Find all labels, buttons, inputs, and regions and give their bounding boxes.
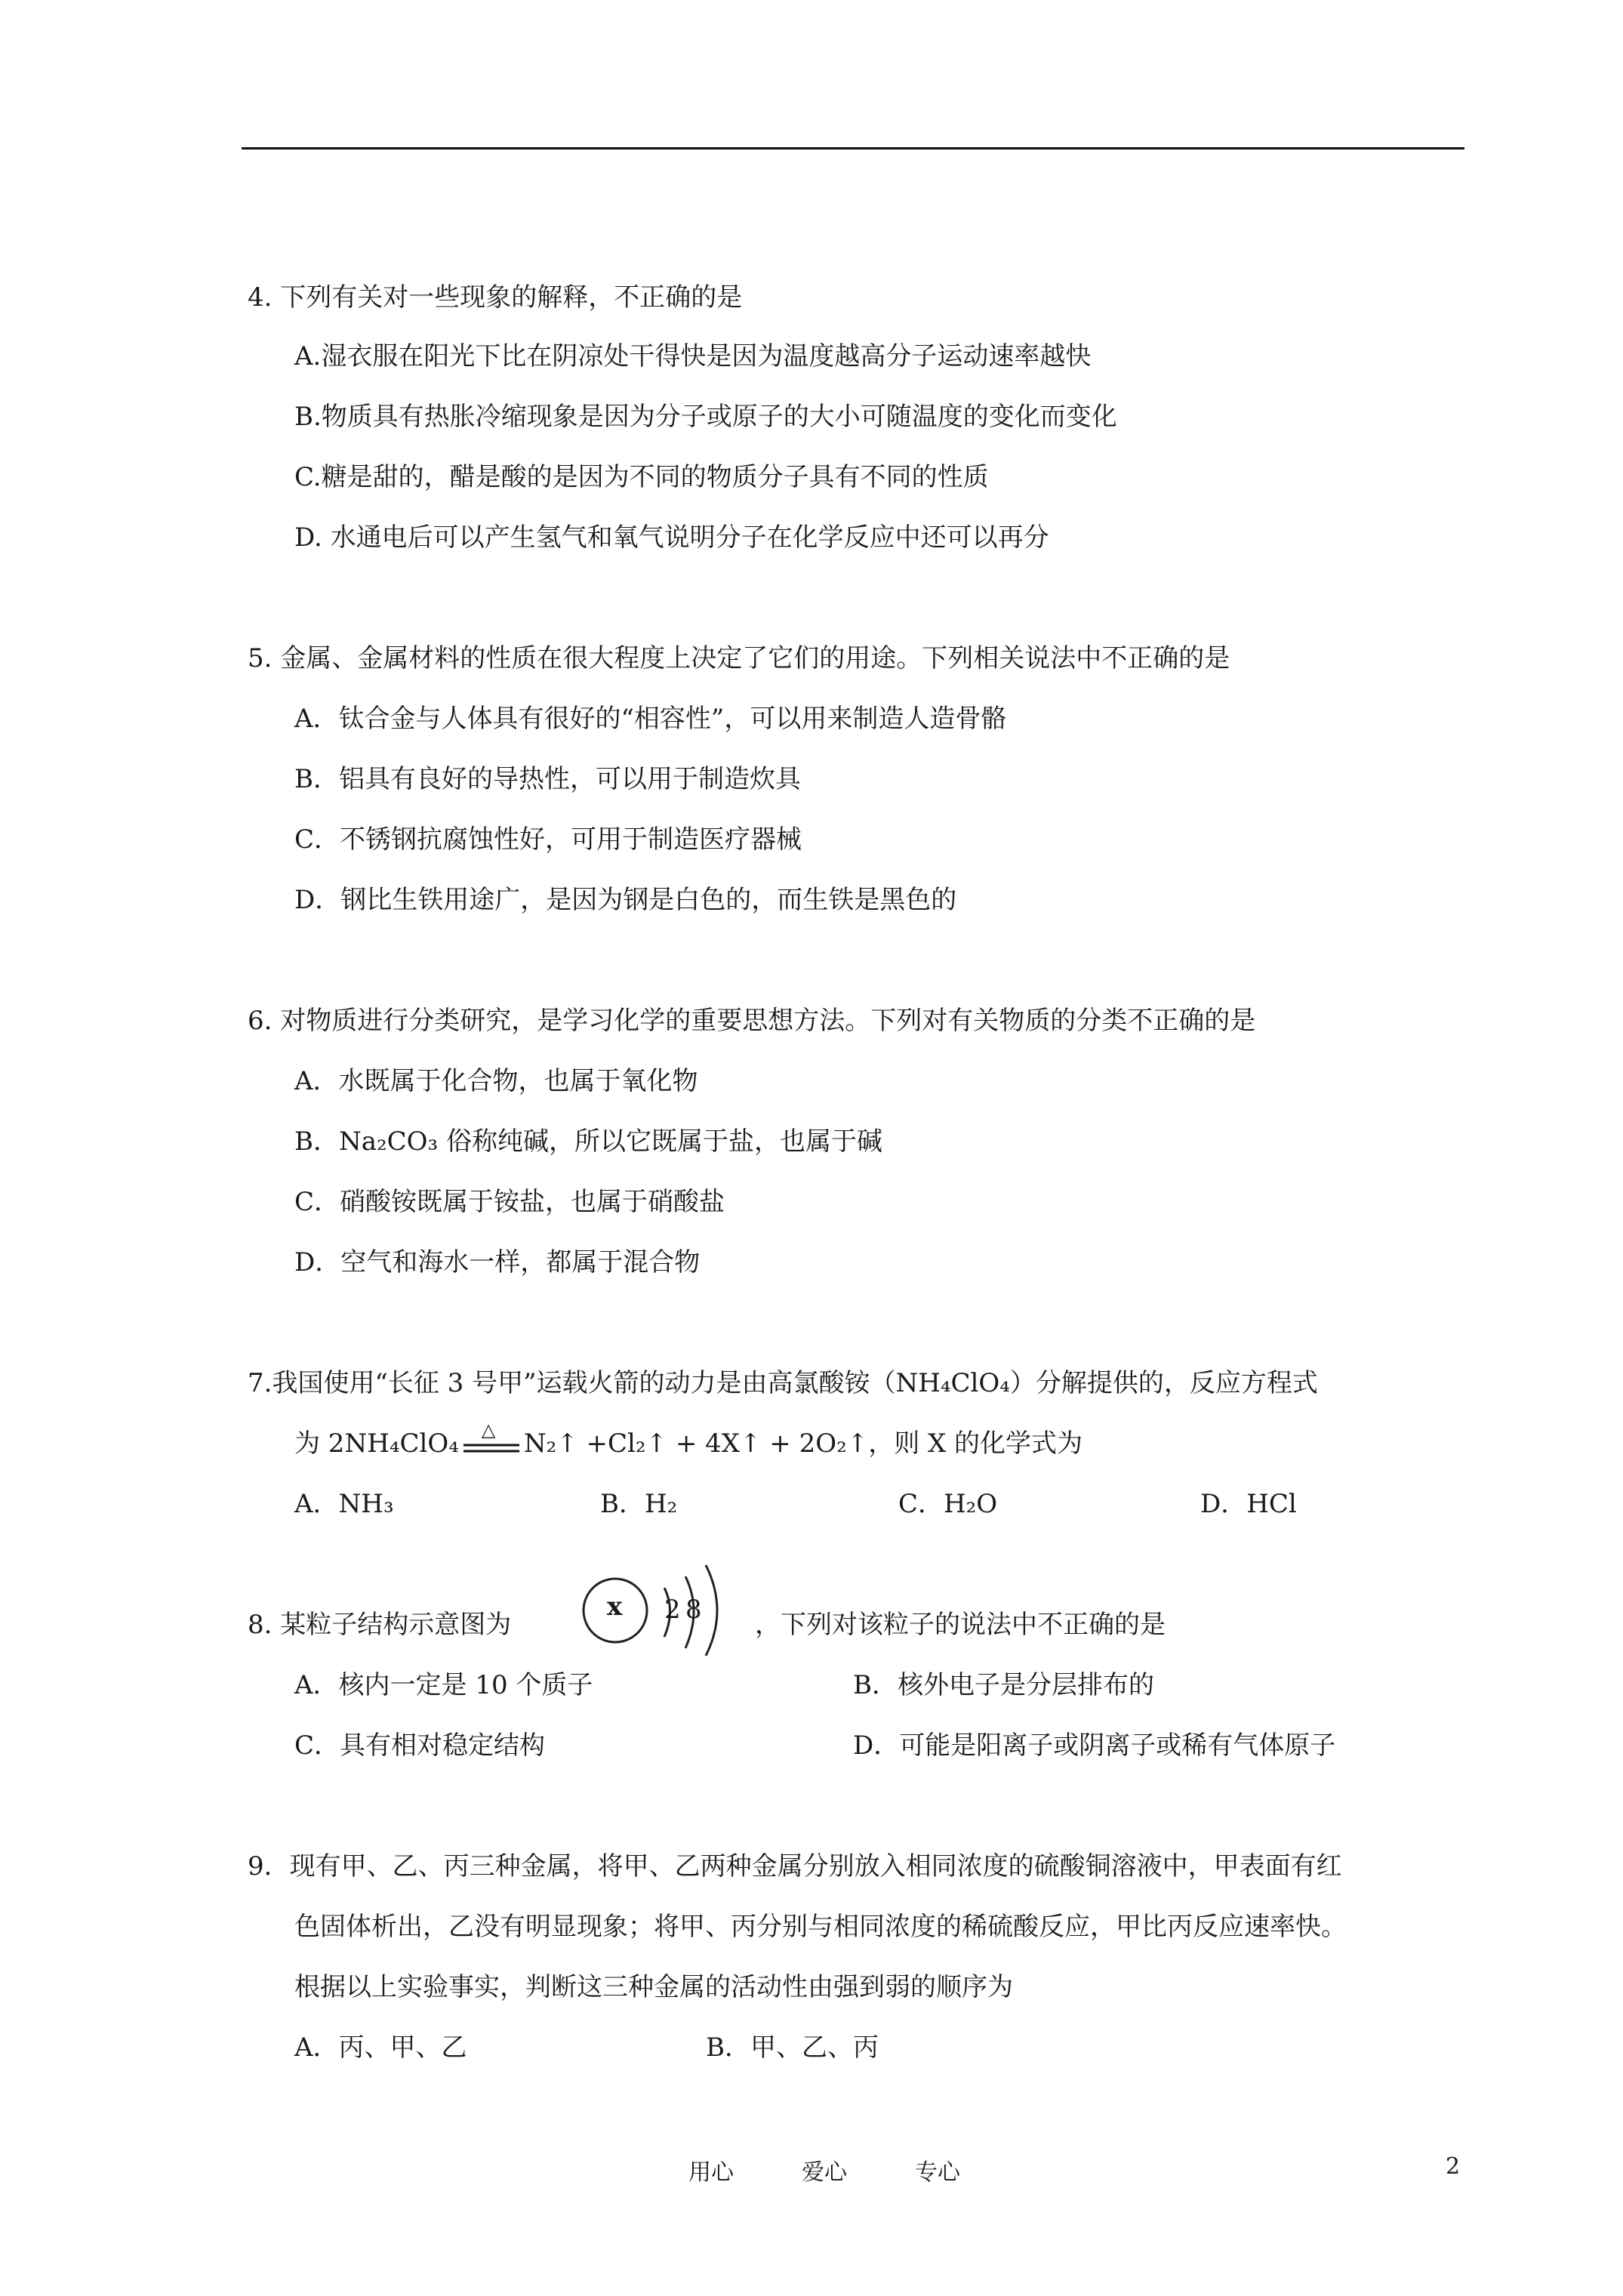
q9-line-3: 根据以上实验事实，判断这三种金属的活动性由强到弱的顺序为 xyxy=(294,1972,1013,2002)
q4-option-c: C.糖是甜的，醋是酸的是因为不同的物质分子具有不同的性质 xyxy=(294,462,989,492)
q7-stem: 7.我国使用“长征 3 号甲”运载火箭的动力是由高氯酸铵（NH₄ClO₄）分解提供的，反应方程式 xyxy=(248,1368,1318,1398)
q8-option-b: B．核外电子是分层排布的 xyxy=(853,1670,1154,1700)
footer-text-c: 专心 xyxy=(915,2159,960,2186)
q6-option-b: B．Na₂CO₃ 俗称纯碱，所以它既属于盐，也属于碱 xyxy=(294,1126,882,1157)
header-rule xyxy=(242,147,1464,149)
q4-stem: 4. 下列有关对一些现象的解释，不正确的是 xyxy=(248,282,743,313)
q8-stem: 8. 某粒子结构示意图为 xyxy=(248,1610,512,1640)
q5-stem: 5. 金属、金属材料的性质在很大程度上决定了它们的用途。下列相关说法中不正确的是 xyxy=(248,643,1230,673)
q4-option-d: D. 水通电后可以产生氢气和氧气说明分子在化学反应中还可以再分 xyxy=(294,522,1049,553)
q5-option-a: A．钛合金与人体具有很好的“相容性”，可以用来制造人造骨骼 xyxy=(294,704,1007,734)
q5-option-b: B．铝具有良好的导热性，可以用于制造炊具 xyxy=(294,764,801,794)
q7-option-d: D．HCl xyxy=(1200,1489,1297,1519)
reaction-arrow xyxy=(459,1419,524,1462)
q7-option-c: C．H₂O xyxy=(898,1489,998,1519)
q5-option-d: D．钢比生铁用途广，是因为钢是白色的，而生铁是黑色的 xyxy=(294,885,957,915)
q7-option-a: A．NH₃ xyxy=(294,1489,394,1519)
q8-option-c: C．具有相对稳定结构 xyxy=(294,1730,546,1761)
q6-stem: 6. 对物质进行分类研究，是学习化学的重要思想方法。下列对有关物质的分类不正确的是 xyxy=(248,1006,1256,1036)
footer-text-b: 爱心 xyxy=(802,2159,847,2186)
q5-option-c: C．不锈钢抗腐蚀性好，可用于制造医疗器械 xyxy=(294,824,802,855)
q6-option-a: A．水既属于化合物，也属于氧化物 xyxy=(294,1066,698,1096)
shell-1-electrons: 2 xyxy=(664,1595,681,1625)
q8-option-d: D．可能是阳离子或阴离子或稀有气体原子 xyxy=(853,1730,1336,1761)
q8-stem-after: ，下列对该粒子的说法中不正确的是 xyxy=(755,1610,1166,1640)
heat-condition: △ xyxy=(481,1419,496,1441)
page-number: 2 xyxy=(1446,2153,1461,2180)
q7-eq-left: 为 2NH₄ClO₄ xyxy=(294,1428,459,1459)
shell-2-electrons: 8 xyxy=(685,1595,702,1625)
nucleus-label: x xyxy=(607,1592,623,1622)
q7-eq-right: N₂↑ +Cl₂↑ + 4X↑ + 2O₂↑，则 X 的化学式为 xyxy=(523,1428,1083,1459)
q4-option-b: B.物质具有热胀冷缩现象是因为分子或原子的大小可随温度的变化而变化 xyxy=(294,402,1117,432)
q7-equation xyxy=(294,1419,1083,1462)
q6-option-c: C．硝酸铵既属于铵盐，也属于硝酸盐 xyxy=(294,1187,725,1217)
q9-option-b: B．甲、乙、丙 xyxy=(706,2032,879,2063)
q9-option-a: A．丙、甲、乙 xyxy=(294,2032,467,2063)
q7-option-b: B．H₂ xyxy=(600,1489,678,1519)
q6-option-d: D．空气和海水一样，都属于混合物 xyxy=(294,1247,701,1277)
q9-line-1: 9．现有甲、乙、丙三种金属，将甲、乙两种金属分别放入相同浓度的硫酸铜溶液中，甲表面有红 xyxy=(248,1851,1342,1881)
footer-text-a: 用心 xyxy=(688,2159,734,2186)
q9-line-2: 色固体析出，乙没有明显现象；将甲、丙分别与相同浓度的稀硫酸反应，甲比丙反应速率快。 xyxy=(294,1912,1347,1942)
q8-option-a: A．核内一定是 10 个质子 xyxy=(294,1670,593,1700)
particle-structure-diagram xyxy=(551,1561,747,1660)
q4-option-a: A.湿衣服在阳光下比在阴凉处干得快是因为温度越高分子运动速率越快 xyxy=(294,341,1092,371)
